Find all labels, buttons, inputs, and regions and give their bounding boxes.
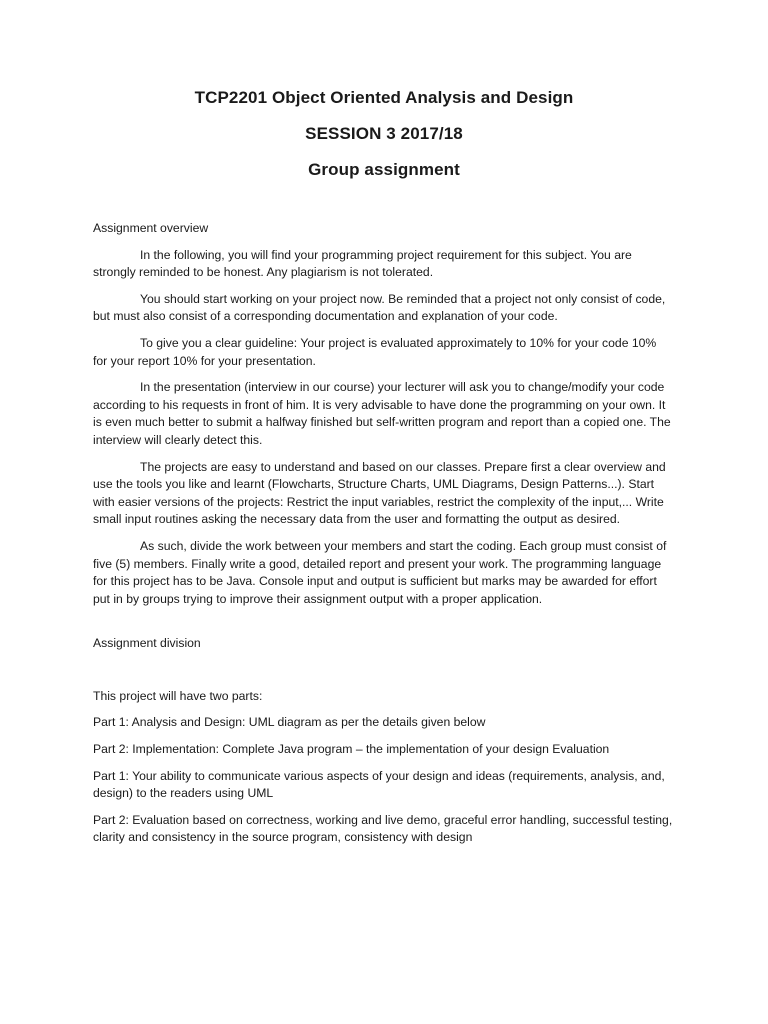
overview-paragraph: The projects are easy to understand and based on our classes. Prepare first a clear overview and use the tools you like and learnt (Flowcharts, Structure Charts, UML Diagrams, Design Patterns...). Start with easier versions of the projects: Restrict the input variables, restrict the complexity of the input,... Write small input routines asking the necessary data from the user and formatting the output as desired. [93, 459, 666, 527]
section-spacer [93, 617, 673, 635]
overview-paragraph: To give you a clear guideline: Your project is evaluated approximately to 10% for your code 10% for your report 10% for your presentation. [93, 335, 657, 368]
division-item: Part 1: Analysis and Design: UML diagram as per the details given below [93, 715, 486, 730]
overview-heading: Assignment overview [93, 221, 209, 235]
overview-paragraph: As such, divide the work between your members and start the coding. Each group must consist of five (5) members. Finally write a good, detailed report and present your work. The programming language for this project has to be Java. Console input and output is sufficient but marks may be awarded for effort put in by groups trying to improve their assignment output with a proper application. [93, 538, 667, 606]
course-title: TCP2201 Object Oriented Analysis and Design [194, 88, 574, 107]
session-title: SESSION 3 2017/18 [305, 124, 463, 143]
division-heading: Assignment division [93, 636, 201, 651]
division-item: Part 2: Evaluation based on correctness, working and live demo, graceful error handling, successful testing, clarity and consistency in the source program, consistency with design [93, 812, 673, 845]
division-item: Part 1: Your ability to communicate various aspects of your design and ideas (requirements, analysis, and, design) to the readers using UML [93, 768, 665, 801]
title-block [0, 86, 768, 194]
overview-paragraph: In the presentation (interview in our course) your lecturer will ask you to change/modify your code according to his requests in front of him. It is very advisable to have done the programming on your own. It is even much better to submit a halfway finished but self-written program and report than a copied one. The interview will clearly detect this. [93, 380, 671, 447]
division-intro: This project will have two parts: [93, 688, 263, 703]
document-body [93, 220, 673, 856]
overview-paragraph: In the following, you will find your programming project requirement for this subject. You are strongly reminded to be honest. Any plagiarism is not tolerated. [93, 247, 632, 280]
division-item: Part 2: Implementation: Complete Java program – the implementation of your design Evaluation [93, 742, 610, 757]
section-spacer [93, 662, 673, 688]
overview-paragraph: You should start working on your project now. Be reminded that a project not only consist of code, but must also consist of a corresponding documentation and explanation of your code. [93, 291, 666, 324]
assignment-type-title: Group assignment [308, 160, 460, 179]
